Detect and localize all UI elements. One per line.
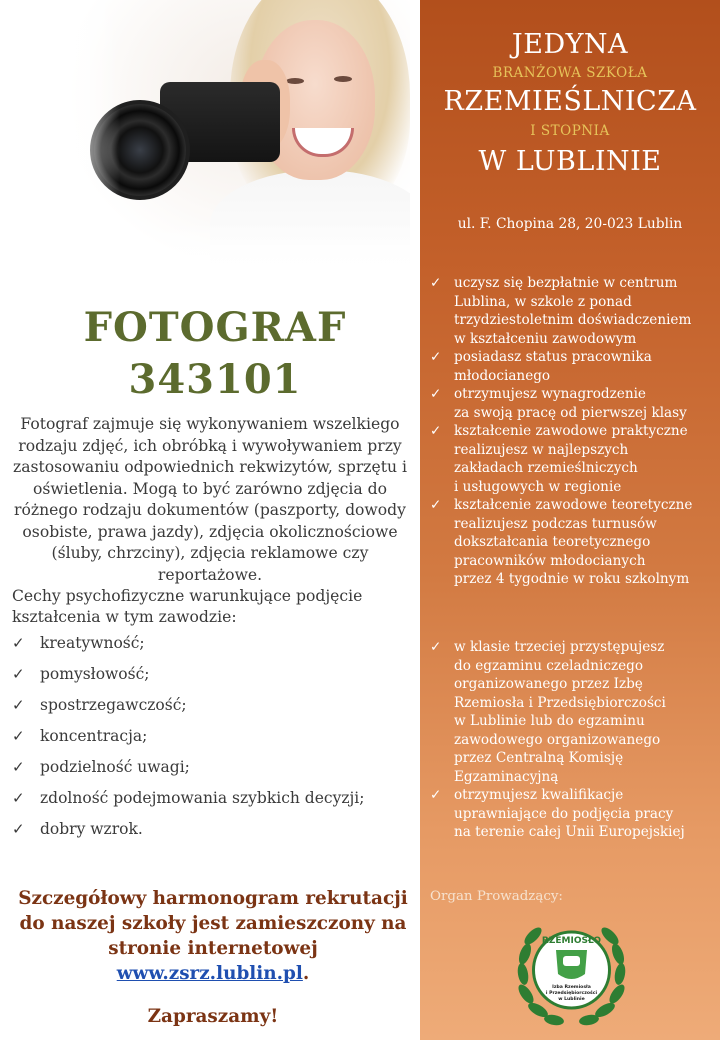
trait-item <box>12 789 412 820</box>
check-icon: ✓ <box>430 386 442 402</box>
school-name-line1: JEDYNA <box>511 29 629 60</box>
benefit-text: kształcenie zawodowe praktyczne realizujesz w najlepszych zakładach rzemieślniczych i usługowych w regionie <box>454 423 688 495</box>
benefit-text: otrzymujesz wynagrodzenie za swoją pracę od pierwszej klasy <box>454 386 687 421</box>
benefits-list-b <box>428 638 712 842</box>
benefit-item <box>428 348 712 385</box>
photo-eye-right <box>334 76 352 82</box>
trait-text: spostrzegawczość; <box>40 696 187 714</box>
trait-item <box>12 727 412 758</box>
logo-line3: w Lublinie <box>558 997 585 1002</box>
check-icon: ✓ <box>430 349 442 365</box>
chamber-logo <box>509 912 634 1030</box>
trait-item <box>12 820 412 851</box>
trait-item <box>12 696 412 727</box>
check-icon: ✓ <box>12 727 25 745</box>
benefit-text: kształcenie zawodowe teoretyczne realizujesz podczas turnusów dokształcania teoretycznego pracowników młodocianych przez 4 tygodnie w roku szkolnym <box>454 497 693 587</box>
recruitment-text: Szczegółowy harmonogram rekrutacji do naszej szkoły jest zamieszczony na stronie internetowej <box>18 888 408 959</box>
traits-intro: Cechy psychofizyczne warunkujące podjęcie kształcenia w tym zawodzie: <box>12 587 363 626</box>
school-name-line5: W LUBLINIE <box>478 146 662 177</box>
school-address: ul. F. Chopina 28, 20-023 Lublin <box>457 216 683 232</box>
school-name-line2: BRANŻOWA SZKOŁA <box>492 65 648 81</box>
trait-text: kreatywność; <box>40 634 145 652</box>
logo-line2: i Przedsiębiorczości <box>545 991 598 996</box>
trait-text: pomysłowość; <box>40 665 150 683</box>
check-icon: ✓ <box>12 820 25 838</box>
organ-label: Organ Prowadzący: <box>430 889 563 904</box>
benefit-text: w klasie trzeciej przystępujesz do egzaminu czeladniczego organizowanego przez Izbę Rzemiosła i Przedsiębiorczości w Lublinie lub do egzaminu zawodowego organizowanego przez Centralną Komisję Egzaminacyjną <box>454 639 666 785</box>
trait-text: podzielność uwagi; <box>40 758 190 776</box>
trait-item <box>12 634 412 665</box>
hands-shield-icon <box>556 950 587 979</box>
benefit-item <box>428 786 712 842</box>
trait-item <box>12 758 412 789</box>
check-icon: ✓ <box>430 423 442 439</box>
trait-text: dobry wzrok. <box>40 820 143 838</box>
check-icon: ✓ <box>12 696 25 714</box>
logo-line1: Izba Rzemiosła <box>552 985 591 990</box>
benefit-item <box>428 638 712 786</box>
invitation: Zapraszamy! <box>147 1006 279 1027</box>
benefit-text: uczysz się bezpłatnie w centrum Lublina, w szkole z ponad trzydziestoletnim doświadczeniem w kształceniu zawodowym <box>454 275 692 347</box>
benefits-list-a <box>428 274 712 589</box>
website-link[interactable]: www.zsrz.lublin.pl <box>116 963 303 984</box>
benefit-text: otrzymujesz kwalifikacje uprawniające do podjęcia pracy na terenie całej Unii Europejskiej <box>454 787 685 840</box>
check-icon: ✓ <box>12 665 25 683</box>
check-icon: ✓ <box>430 787 442 803</box>
photographer-photo <box>60 0 410 270</box>
profession-title: FOTOGRAF <box>83 304 347 351</box>
school-name-line4: I STOPNIA <box>530 123 610 139</box>
benefit-item <box>428 385 712 422</box>
photo-fade-bottom <box>60 220 410 270</box>
trait-text: koncentracja; <box>40 727 148 745</box>
school-name-line3: RZEMIEŚLNICZA <box>443 86 697 117</box>
check-icon: ✓ <box>430 639 442 655</box>
recruitment-end: . <box>302 963 310 984</box>
check-icon: ✓ <box>12 789 25 807</box>
logo-word: RZEMIOSŁO <box>541 936 602 946</box>
check-icon: ✓ <box>430 497 442 513</box>
check-icon: ✓ <box>12 634 25 652</box>
traits-list <box>12 634 412 851</box>
trait-text: zdolność podejmowania szybkich decyzji; <box>40 789 365 807</box>
profession-code: 343101 <box>128 356 302 403</box>
benefit-text: posiadasz status pracownika młodocianego <box>454 349 652 384</box>
trait-item <box>12 665 412 696</box>
photo-eye-left <box>286 78 304 84</box>
check-icon: ✓ <box>430 275 442 291</box>
check-icon: ✓ <box>12 758 25 776</box>
profession-description: Fotograf zajmuje się wykonywaniem wszelkiego rodzaju zdjęć, ich obróbką i wywoływaniem przy zastosowaniu odpowiednich rekwizytów, sprzętu i oświetlenia. Mogą to być zarówno zdjęcia do różnego rodzaju dokumentów (paszporty, dowody osobiste, prawa jazdy), zdjęcia okolicznościowe (śluby, chrzciny), zdjęcia reklamowe czy reportażowe. <box>13 415 407 584</box>
benefit-item <box>428 496 712 589</box>
recruitment-info <box>18 886 408 986</box>
benefit-item <box>428 422 712 496</box>
benefit-item <box>428 274 712 348</box>
